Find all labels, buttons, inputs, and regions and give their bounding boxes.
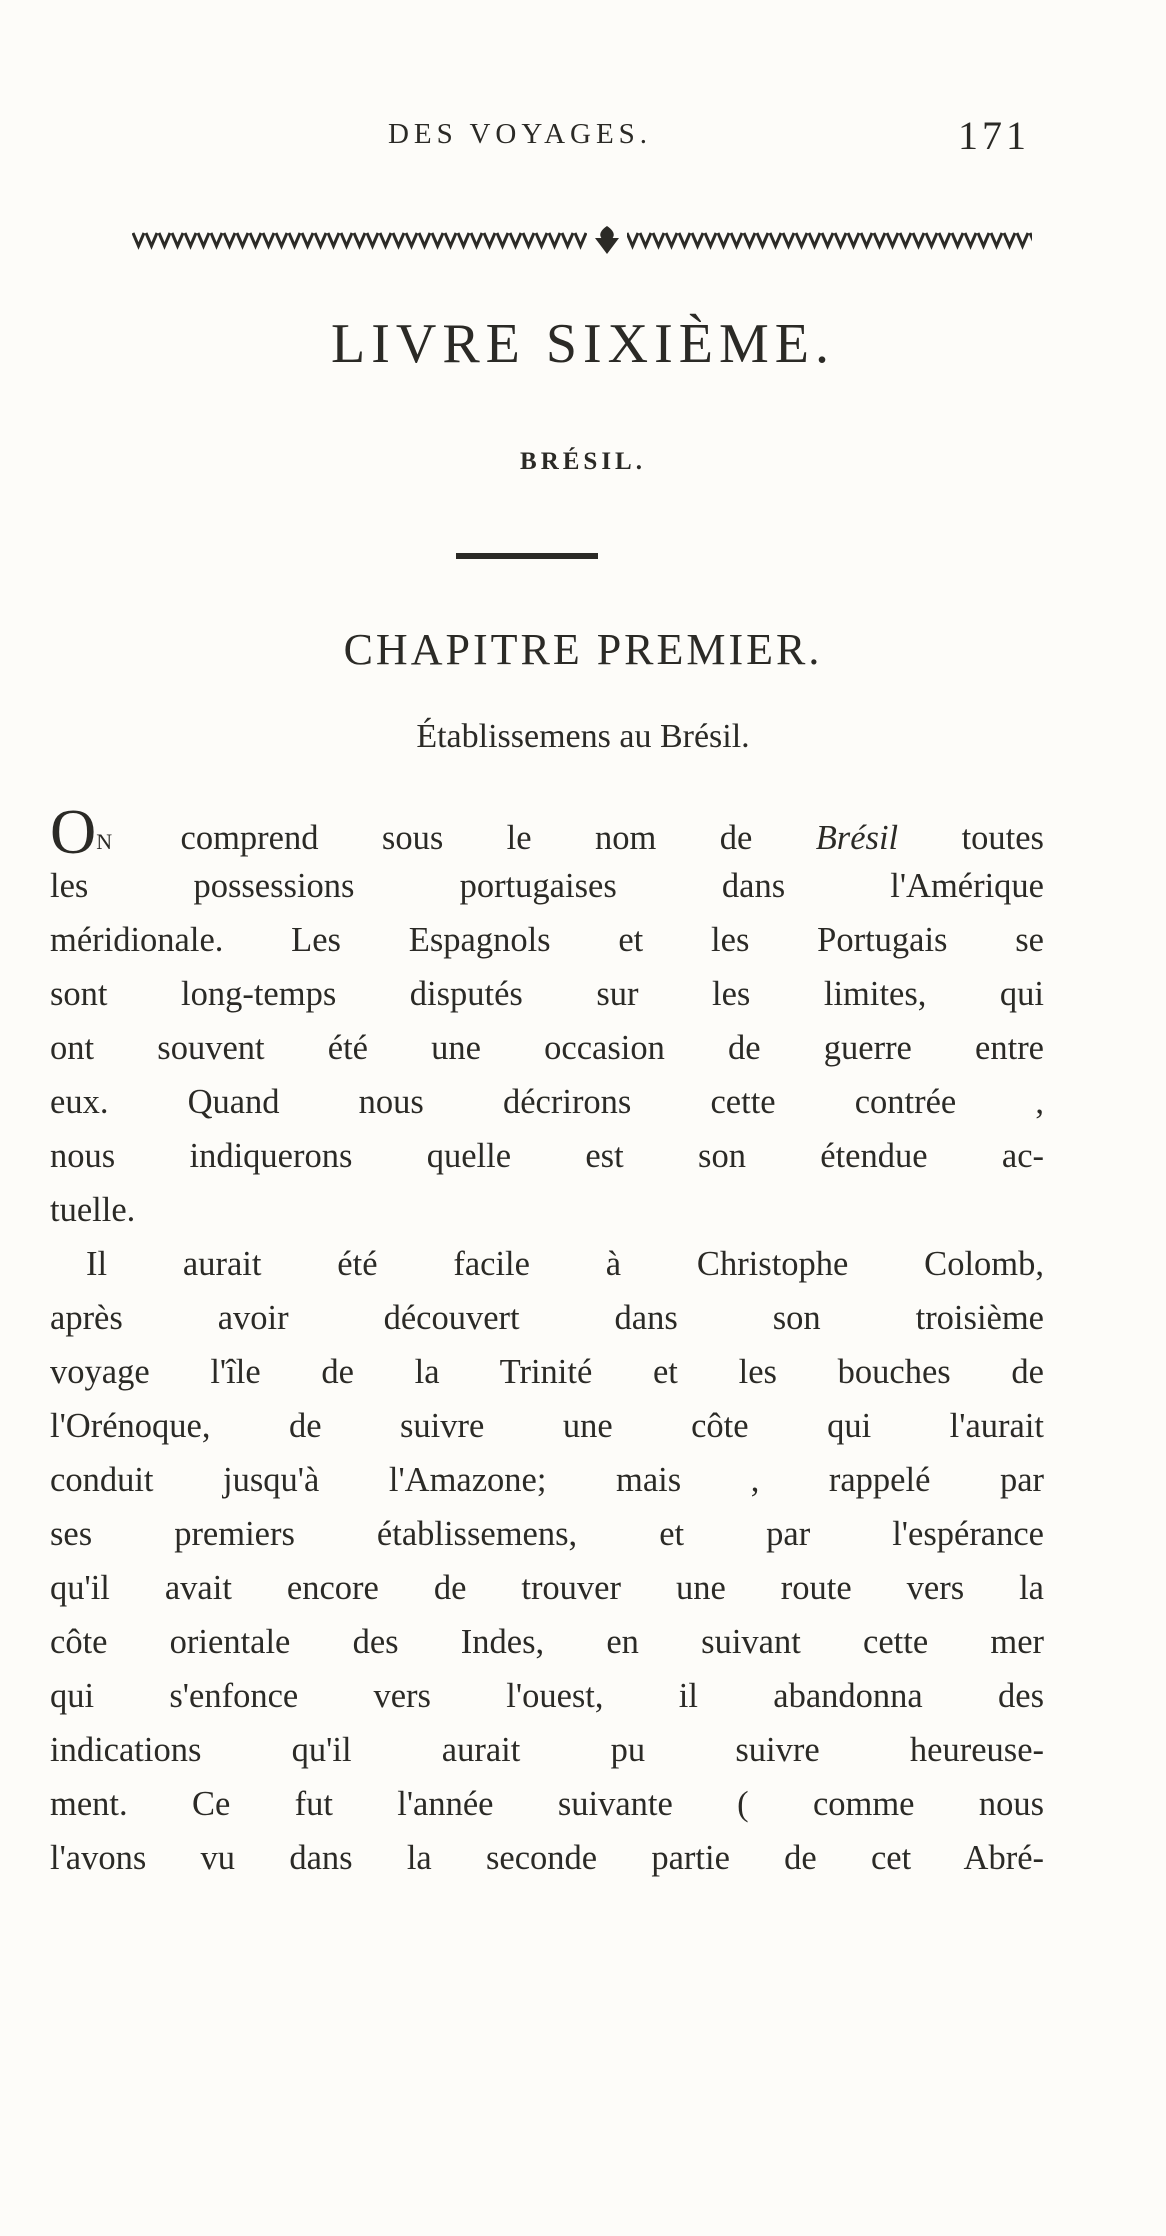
text-line: après avoir découvert dans son troisième [50, 1299, 1044, 1337]
book-title: LIVRE SIXIÈME. [331, 313, 835, 375]
text-line: ses premiers établissemens, et par l'espérance [50, 1515, 1044, 1553]
text-run: toutes [898, 819, 1044, 857]
text-line: tuelle. [50, 1191, 136, 1229]
drop-cap: O [50, 796, 97, 867]
divider-rule [456, 553, 598, 559]
text-line: qu'il avait encore de trouver une route vers la [50, 1569, 1044, 1607]
text-line: côte orientale des Indes, en suivant cette mer [50, 1623, 1044, 1661]
small-cap: N [96, 829, 114, 854]
text-line: qui s'enfonce vers l'ouest, il abandonna des [50, 1677, 1044, 1715]
paragraph-1-first-line [50, 796, 1044, 867]
text-line: indications qu'il aurait pu suivre heureuse- [50, 1731, 1044, 1769]
chapter-subtitle: Établissemens au Brésil. [416, 718, 750, 755]
text-line: Il aurait été facile à Christophe Colomb, [86, 1245, 1044, 1283]
text-line: eux. Quand nous décrirons cette contrée , [50, 1083, 1044, 1121]
text-line: sont long-temps disputés sur les limites, qui [50, 975, 1044, 1013]
italic-term: Brésil [815, 819, 899, 857]
page-number: 171 [958, 113, 1030, 158]
text-run: comprend sous le nom de [117, 819, 816, 857]
chapter-title: CHAPITRE PREMIER. [343, 625, 823, 674]
section-title: BRÉSIL. [520, 448, 646, 475]
running-head: DES VOYAGES. [387, 118, 653, 150]
text-line: nous indiquerons quelle est son étendue ac- [50, 1137, 1044, 1175]
text-line: ont souvent été une occasion de guerre entre [50, 1029, 1044, 1067]
text-line: conduit jusqu'à l'Amazone; mais , rappelé par [50, 1461, 1044, 1499]
text-line: l'Orénoque, de suivre une côte qui l'aurait [50, 1407, 1044, 1445]
body-text [50, 796, 1044, 1885]
text-line: voyage l'île de la Trinité et les bouches de [50, 1353, 1044, 1391]
ornamental-rule [132, 226, 1032, 254]
fleuron-icon [595, 226, 619, 254]
text-line: l'avons vu dans la seconde partie de cet Abré- [50, 1839, 1044, 1877]
text-line: ment. Ce fut l'année suivante ( comme nous [50, 1785, 1044, 1823]
text-line: méridionale. Les Espagnols et les Portugais se [50, 921, 1044, 959]
text-line: les possessions portugaises dans l'Amérique [50, 867, 1044, 905]
